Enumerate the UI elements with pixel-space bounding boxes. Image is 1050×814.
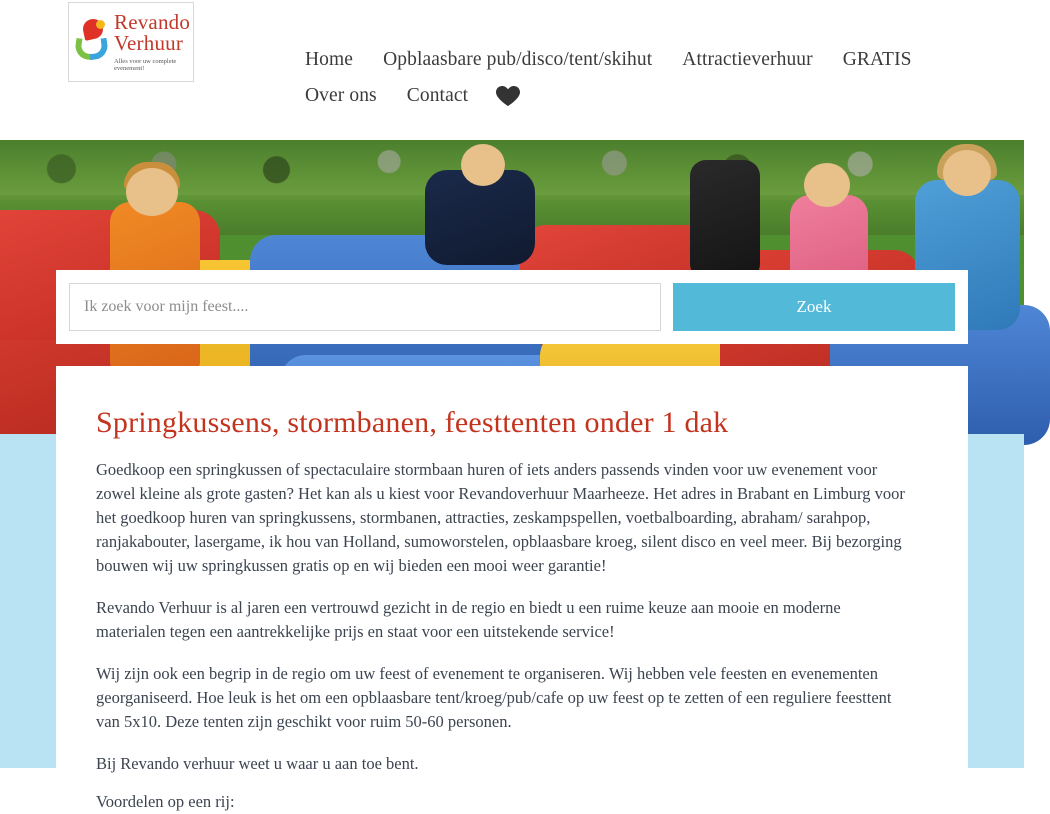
search-button[interactable]: Zoek: [673, 283, 955, 331]
nav-item-gratis[interactable]: GRATIS: [842, 49, 912, 70]
search-input[interactable]: [69, 283, 661, 331]
intro-paragraph-2: Revando Verhuur is al jaren een vertrouwd gezicht in de regio en biedt u een ruime keuze aan mooie en moderne materialen tegen een aantrekkelijke prijs en staat voor een uitstekende service!: [96, 598, 841, 641]
logo-line-2: Verhuur: [114, 31, 184, 55]
logo-line-1: Revando: [114, 10, 191, 34]
intro-paragraph-4: Bij Revando verhuur weet u waar u aan toe bent.: [96, 754, 419, 773]
nav-item-attractieverhuur[interactable]: Attractieverhuur: [682, 49, 813, 70]
nav-item-home[interactable]: Home: [305, 49, 354, 70]
hero-child-figure: [425, 170, 535, 265]
logo-text: [114, 12, 190, 72]
logo-tagline: Alles voor uw complete evenement!: [114, 58, 177, 72]
site-logo[interactable]: [68, 2, 194, 82]
search-panel: [56, 270, 968, 344]
page-title: Springkussens, stormbanen, feesttenten onder 1 dak: [96, 406, 729, 439]
nav-item-over-ons[interactable]: Over ons: [305, 85, 377, 106]
site-header: [0, 0, 1024, 140]
benefits-heading: Voordelen op een rij:: [96, 792, 235, 811]
intro-paragraph-3: Wij zijn ook een begrip in de regio om uw feest of evenement te organiseren. Wij hebben vele feesten en evenementen georganiseerd. Hoe leuk is het om een opblaasbare tent/kroeg/pub/cafe op uw feest op te zetten of een reguliere feesttent van 5x10. Deze tenten zijn geschikt voor ruim 50-60 personen.: [96, 664, 892, 731]
nav-item-contact[interactable]: Contact: [406, 85, 469, 106]
intro-paragraph-1: Goedkoop een springkussen of spectaculaire stormbaan huren of iets anders passends vinden voor uw evenement voor zowel kleine als grote gasten? Het kan als u kiest voor Revandoverhuur Maarheeze. Het adres in Brabant en Limburg voor het goedkoop huren van springkussens, stormbanen, attracties, zeskampspellen, voetbalboarding, abraham/ sarahpop, ranjakabouter, lasergame, ik hou van Holland, sumoworstelen, opblaasbare kroeg, silent disco en veel meer. Bij bezorging bouwen wij uw springkussen gratis op en wij bieden een mooi weer garantie!: [96, 460, 905, 575]
logo-mark-icon: [75, 19, 109, 65]
heart-icon[interactable]: [483, 78, 533, 114]
main-content-card: [56, 366, 968, 811]
nav-item-opblaasbare[interactable]: Opblaasbare pub/disco/tent/skihut: [383, 49, 653, 70]
main-navigation: [290, 42, 1024, 114]
hero-person-figure: [690, 160, 760, 280]
